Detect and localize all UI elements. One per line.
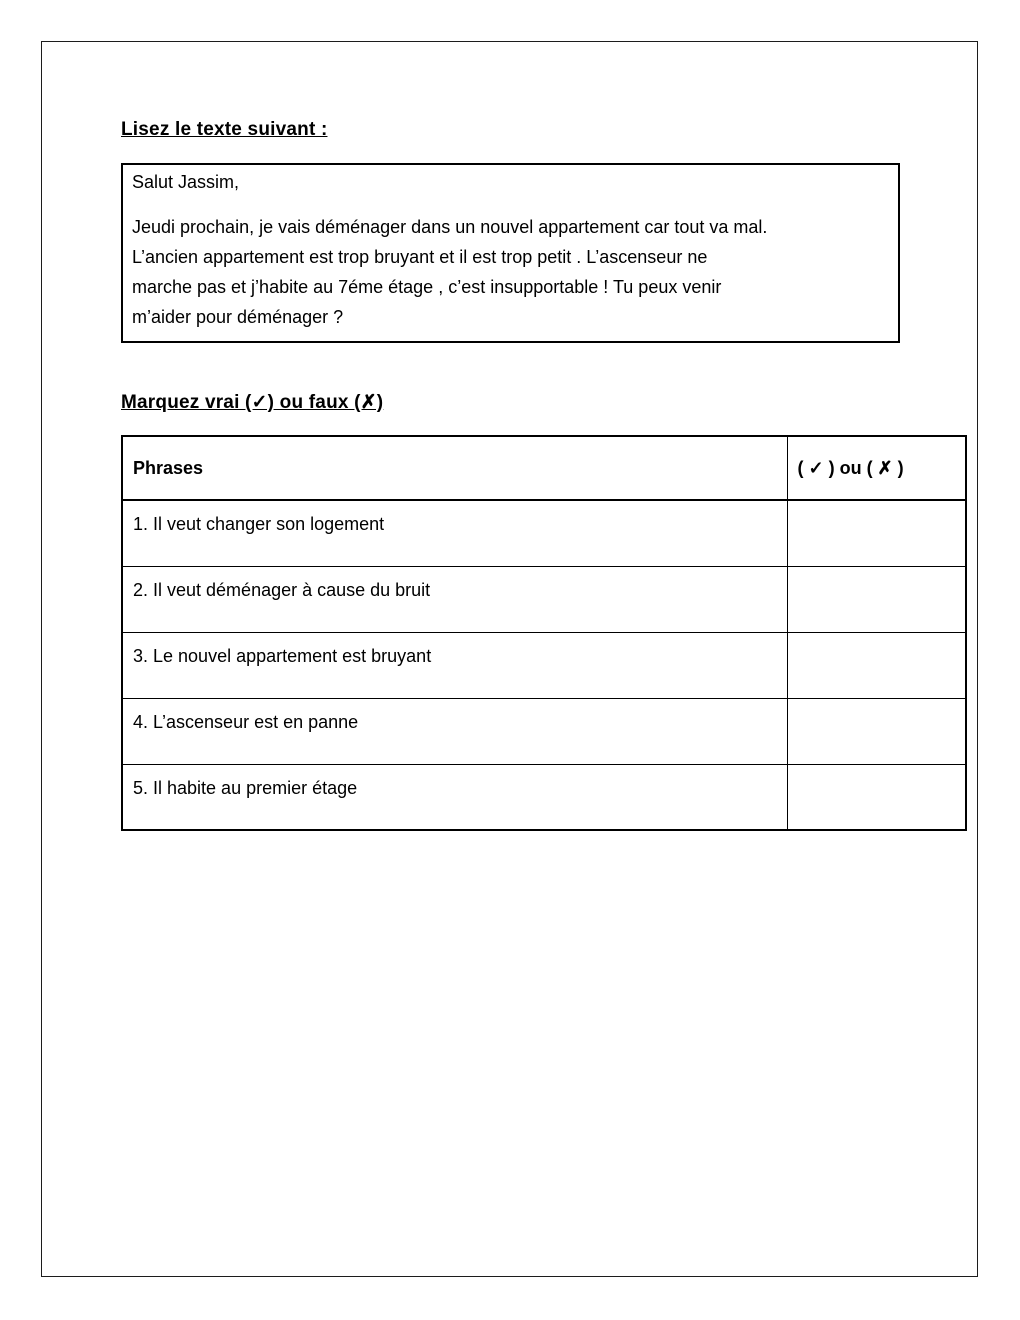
letter-line: Jeudi prochain, je vais déménager dans un nouvel appartement car tout va mal. [132,217,768,237]
answer-cell[interactable] [787,698,966,764]
mark-true-false-heading: Marquez vrai (✓) ou faux (✗) [121,392,384,413]
letter-body [132,212,888,332]
table-header-row [122,436,966,500]
letter-text-box [121,163,900,343]
letter-greeting: Salut Jassim, [132,172,240,192]
phrase-cell: 4. L’ascenseur est en panne [122,698,787,764]
read-text-heading: Lisez le texte suivant : [121,119,328,140]
answer-cell[interactable] [787,566,966,632]
letter-line: m’aider pour déménager ? [132,307,344,327]
phrase-cell: 2. Il veut déménager à cause du bruit [122,566,787,632]
answer-cell[interactable] [787,764,966,830]
table-row [122,500,966,566]
table-row [122,566,966,632]
phrase-cell: 3. Le nouvel appartement est bruyant [122,632,787,698]
letter-line: L’ancien appartement est trop bruyant et il est trop petit . L’ascenseur ne [132,247,708,267]
answer-cell[interactable] [787,500,966,566]
phrase-cell: 1. Il veut changer son logement [122,500,787,566]
phrases-column-header: Phrases [122,436,787,500]
true-false-table [121,435,967,831]
letter-line: marche pas et j’habite au 7éme étage , c’est insupportable ! Tu peux venir [132,277,722,297]
phrase-cell: 5. Il habite au premier étage [122,764,787,830]
answer-cell[interactable] [787,632,966,698]
table-row [122,764,966,830]
answer-column-header: ( ✓ ) ou ( ✗ ) [787,436,966,500]
table-row [122,632,966,698]
table-row [122,698,966,764]
